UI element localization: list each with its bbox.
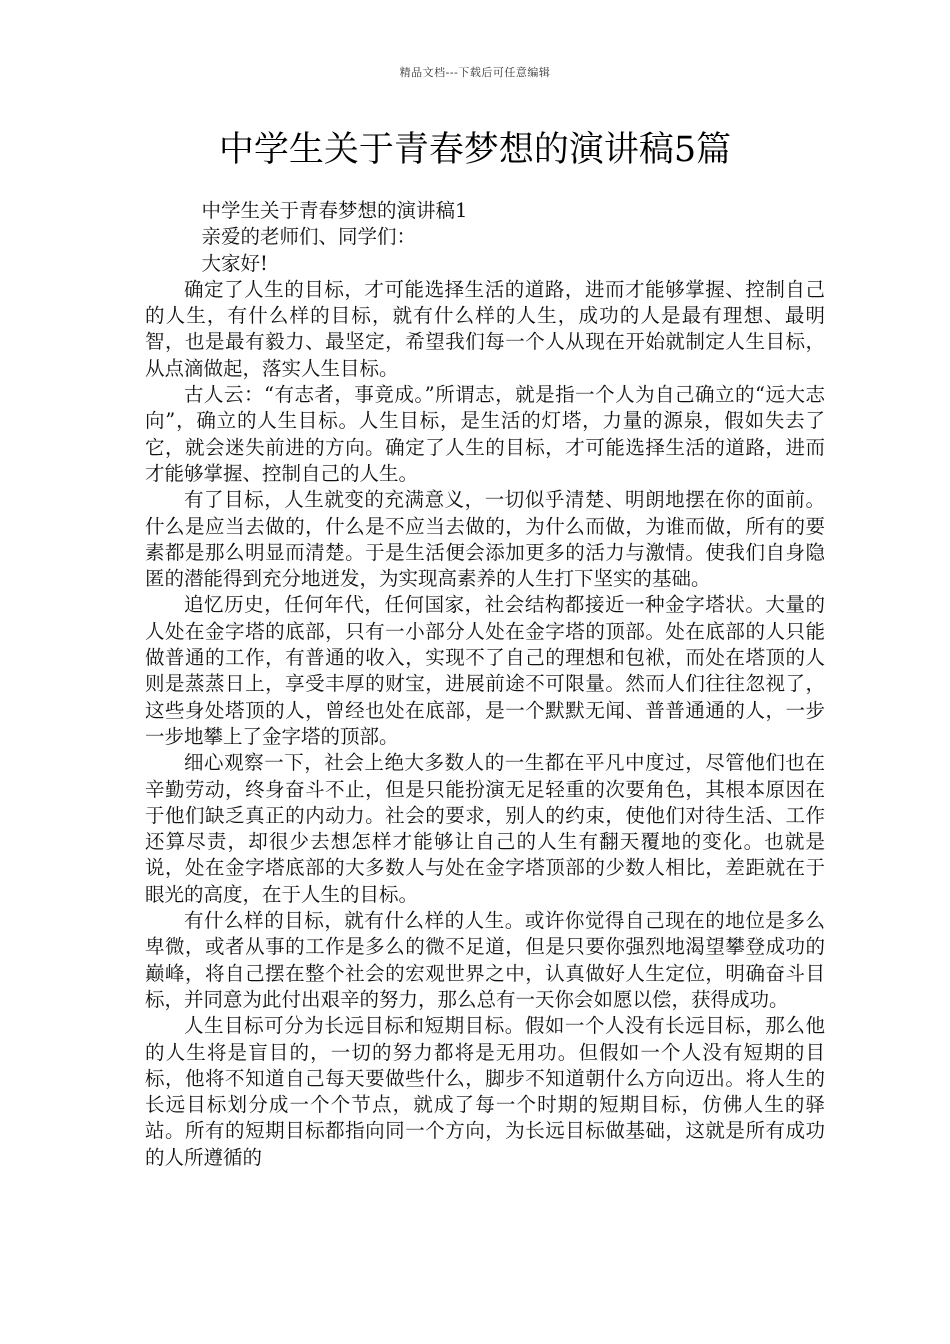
document-body [145,198,825,1171]
paragraph: 有什么样的目标，就有什么样的人生。或许你觉得自己现在的地位是多么卑微，或者从事的工作是多么的微不足道，但是只要你强烈地渴望攀登成功的巅峰，将自己摆在整个社会的宏观世界之中，认真做好人生定位，明确奋斗目标，并同意为此付出艰辛的努力，那么总有一天你会如愿以偿，获得成功。 [145,909,825,1011]
paragraph: 追忆历史，任何年代，任何国家，社会结构都接近一种金字塔状。大量的人处在金字塔的底部，只有一小部分人处在金字塔的顶部。处在底部的人只能做普通的工作，有普通的收入，实现不了自己的理想和包袱，而处在塔顶的人则是蒸蒸日上，享受丰厚的财宝，进展前途不可限量。然而人们往往忽视了，这些身处塔顶的人，曾经也处在底部，是一个默默无闻、普普通通的人，一步一步地攀上了金字塔的顶部。 [145,593,825,748]
greeting: 大家好! [201,251,268,275]
paragraph: 人生目标可分为长远目标和短期目标。假如一个人没有长远目标，那么他的人生将是盲目的，一切的努力都将是无用功。但假如一个人没有短期的目标，他将不知道自己每天要做些什么，脚步不知道朝什么方向迈出。将人生的长远目标划分成一个个节点，就成了每一个时期的短期目标，仿佛人生的驿站。所有的短期目标都指向同一个方向，为长远目标做基础，这就是所有成功的人所遵循的 [145,1014,825,1169]
speech-subtitle: 中学生关于青春梦想的演讲稿1 [201,199,468,222]
paragraph: 细心观察一下，社会上绝大多数人的一生都在平凡中度过，尽管他们也在辛勤劳动，终身奋斗不止，但是只能扮演无足轻重的次要角色，其根本原因在于他们缺乏真正的内动力。社会的要求，别人的约束，使他们对待生活、工作还算尽责，却很少去想怎样才能够让自己的人生有翻天覆地的变化。也就是说，处在金字塔底部的大多数人与处在金字塔顶部的少数人相比，差距就在于眼光的高度，在于人生的目标。 [145,751,825,906]
document-title: 中学生关于青春梦想的演讲稿5篇 [218,130,732,170]
paragraph: 古人云：“有志者，事竟成。”所谓志，就是指一个人为自己确立的“远大志向”，确立的人生目标。人生目标，是生活的灯塔，力量的源泉，假如失去了它，就会迷失前进的方向。确定了人生的目标，才可能选择生活的道路，进而才能够掌握、控制自己的人生。 [145,383,825,485]
page-header-note: 精品文档---下载后可任意编辑 [399,66,551,79]
paragraph: 有了目标，人生就变的充满意义，一切似乎清楚、明朗地摆在你的面前。什么是应当去做的，什么是不应当去做的，为什么而做，为谁而做，所有的要素都是那么明显而清楚。于是生活便会添加更多的活力与激情。使我们自身隐匿的潜能得到充分地迸发，为实现高素养的人生打下坚实的基础。 [145,488,825,591]
salutation: 亲爱的老师们、同学们： [201,225,417,249]
paragraph: 确定了人生的目标，才可能选择生活的道路，进而才能够掌握、控制自己的人生，有什么样的目标，就有什么样的人生，成功的人是最有理想、最明智，也是最有毅力、最坚定，希望我们每一个人从现在开始就制定人生目标，从点滴做起，落实人生目标。 [145,277,825,380]
